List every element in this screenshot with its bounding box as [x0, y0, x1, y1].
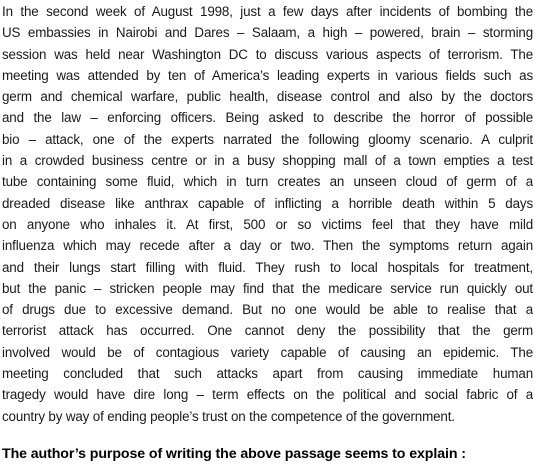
- passage-line: dreaded disease like anthrax capable of inflicting a horrible death within 5 days: [2, 195, 533, 211]
- passage-line: In the second week of August 1998, just a few days after incidents of bombing the: [2, 4, 533, 19]
- passage-line: meeting was attended by ten of America’s leading experts in various fields such as: [2, 67, 533, 83]
- passage-line: in a crowded business centre or in a busy shopping mall of a town empties a test: [2, 153, 533, 169]
- passage-line: US embassies in Nairobi and Dares – Salaam, a high – powered, brain – storming: [2, 25, 533, 41]
- passage-line: involved would be of contagious variety capable of causing an epidemic. The: [2, 344, 533, 360]
- passage-line: meeting concluded that such attacks apart from causing immediate human: [2, 366, 533, 382]
- passage-line: of drugs due to excessive demand. But no one would be able to realise that a: [2, 302, 533, 318]
- passage-line: influenza which may recede after a day or two. Then the symptoms return again: [2, 238, 533, 254]
- passage-line: but the panic – stricken people may find that the medicare service run quickly out: [2, 280, 533, 296]
- passage: [2, 1, 533, 427]
- passage-line: session was held near Washington DC to discuss various aspects of terrorism. The: [2, 46, 533, 62]
- passage-line: bio – attack, one of the experts narrated the following gloomy scenario. A culprit: [2, 131, 533, 147]
- question-text: The author’s purpose of writing the above passage seems to explain :: [2, 446, 466, 462]
- passage-line: terrorist attack has occurred. One cannot deny the possibility that the germ: [2, 323, 533, 339]
- passage-line: tube containing some fluid, which in turn creates an unseen cloud of germ of a: [2, 174, 533, 190]
- passage-line: germ and chemical warfare, public health, disease control and also by the doctors: [2, 89, 533, 105]
- passage-line: tragedy would have dire long – term effects on the political and social fabric of a: [2, 387, 533, 403]
- passage-line: on anyone who inhales it. At first, 500 or so victims feel that they have mild: [2, 216, 533, 232]
- passage-line: and the law – enforcing officers. Being asked to describe the horror of possible: [2, 110, 533, 126]
- passage-line: and their lungs start filling with fluid. They rush to local hospitals for treatment,: [2, 259, 533, 275]
- passage-line: country by way of ending people’s trust on the competence of the government.: [2, 408, 455, 424]
